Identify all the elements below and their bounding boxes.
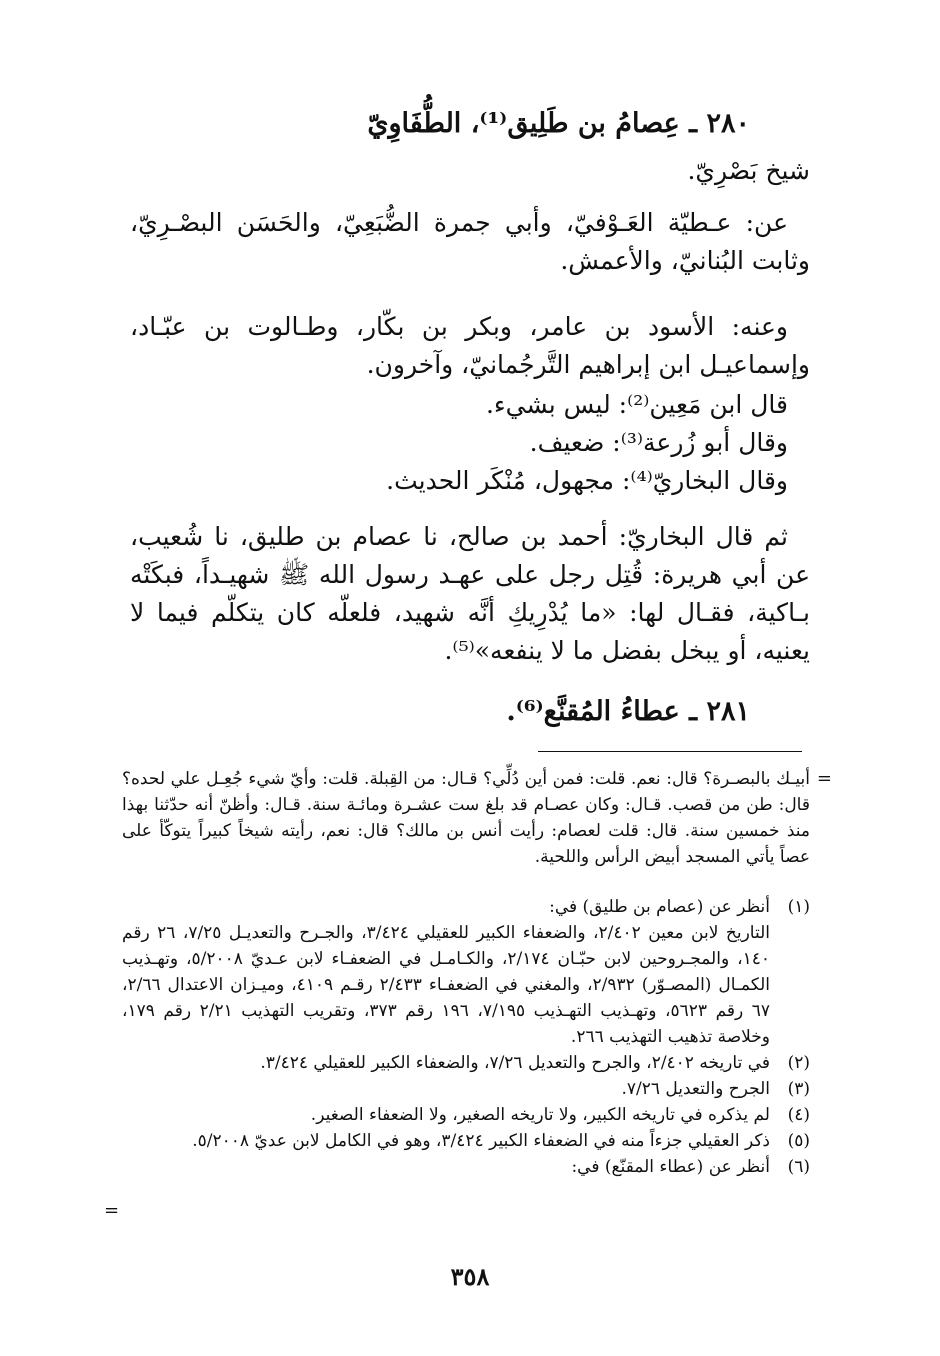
footnote-number: (٤)	[787, 1105, 810, 1125]
footnote-3	[122, 1076, 810, 1102]
saying-bukhari: وقال البخاريّ⁽⁴⁾: مجهول، مُنْكَر الحديث.	[386, 466, 788, 495]
entry-280-from: عن: عـطيّة العَـوْفيّ، وأبي جمرة الضُّبَعِيّ، والحَسَن البصْـرِيّ، وثابت البُنانيّ، والأعمش.	[130, 208, 810, 275]
footnote-4	[122, 1102, 810, 1128]
saying-ibn-main: قال ابن مَعِين⁽²⁾: ليس بشيء.	[485, 390, 788, 419]
footnote-number: (٣)	[787, 1079, 810, 1099]
footnote-text: في تاريخه ٢/٤٠٢، والجرح والتعديل ٧/٢٦، والضعفاء الكبير للعقيلي ٣/٤٢٤.	[260, 1053, 770, 1073]
footnote-number: (٦)	[787, 1157, 810, 1177]
entry-280-narrators-block	[130, 308, 810, 384]
entry-280-narrators: وعنه: الأسود بن عامر، وبكر بن بكّار، وطـالوت بن عبّـاد، وإسماعيـل ابن إبراهيم التَّرجُمانيّ، وآخرون.	[130, 312, 810, 379]
page-number: ٣٥٨	[450, 1262, 490, 1291]
footnote-number: (٢)	[787, 1053, 810, 1073]
entry-280-from-block	[130, 204, 810, 280]
footnote-sources: التاريخ لابن معين ٢/٤٠٢، والضعفاء الكبير للعقيلي ٣/٤٢٤، والجـرح والتعديـل ٧/٢٥، ٢٦ رقم ١٤٠، والمجـروحين لابن حبّـان ٢/١٧٤، والكـامـل في الضعفـاء لابن عـديّ ٥/٢٠٠٨، وتهـذيب الكمـال (المصـوّر) ٢/٩٣٢، والمغني في الضعفـاء ٢/٤٣٣ رقـم ٤١٠٩، وميـزان الاعتدال ٢/٦٦، ٦٧ رقم ٥٦٢٣، وتهـذيب التهـذيب ٧/١٩٥، ١٩٦ رقم ٣٧٣، وتقريب التهذيب ٢/٢١ رقم ١٧٩، وخلاصة تذهيب التهذيب ٢٦٦.	[122, 923, 771, 1047]
footnote-continued-text: أبيـك بالبصـرة؟ قال: نعم. قلت: فمن أين دُلِّي؟ قـال: من القِبلة. قلت: وأيّ شيء جُعِـل علي لحده؟ قال: طن من قصب. قـال: وكان عصـام قد بلغ ست عشـرة ومائـة سنة. قـال: وأظنّ أنه حدّثنا بهذا منذ خمسين سنة. قال: قلت لعصام: رأيت أنس بن مالك؟ قال: نعم، رأيته شيخاً كبيراً يتوكّأ على عصاً يأتي المسجد أبيض الرأس واللحية.	[122, 769, 810, 867]
entry-280-title: ٢٨٠ ـ عِصامُ بن طَلِيق⁽¹⁾، الطُّفَاوِيّ	[367, 108, 750, 139]
footnote-text: لم يذكره في تاريخه الكبير، ولا تاريخه الصغير، ولا الضعفاء الصغير.	[310, 1105, 770, 1125]
footnote-text: أنظر عن (عطاء المقنّع) في:	[571, 1157, 770, 1177]
footnote-continuation-mark-start: =	[816, 768, 832, 789]
footnote-1	[122, 894, 810, 1050]
footnote-text: ذكر العقيلي جزءاً منه في الضعفاء الكبير ٣/٤٢٤، وهو في الكامل لابن عديّ ٥/٢٠٠٨.	[192, 1131, 770, 1151]
footnote-number: (٥)	[787, 1131, 810, 1151]
footnote-list	[122, 894, 810, 1180]
footnote-body	[122, 894, 770, 1050]
footnote-continued-block	[122, 766, 810, 870]
footnote-2	[122, 1050, 810, 1076]
entry-280-origin-block	[130, 152, 810, 190]
entry-281-title: ٢٨١ ـ عطاءُ المُقنَّع⁽⁶⁾.	[506, 696, 750, 727]
footnote-text: الجرح والتعديل ٧/٢٦.	[621, 1079, 770, 1099]
entry-280-origin: شيخ بَصْرِيّ.	[687, 156, 810, 185]
entry-280-sayings	[130, 386, 810, 500]
entry-280-hadith-block	[130, 518, 810, 670]
footnote-5	[122, 1128, 810, 1154]
footnote-text: أنظر عن (عصام بن طليق) في:	[549, 897, 770, 917]
footnote-6	[122, 1154, 810, 1180]
footnote-number: (١)	[787, 897, 810, 917]
saying-abu-zura: وقال أبو زُرعة⁽³⁾: ضعيف.	[529, 428, 788, 457]
entry-280-hadith: ثم قال البخاريّ: أحمد بن صالح، نا عصام بن طليق، نا شُعيب، عن أبي هريرة: قُتِل رجل على عهـد رسول الله ﷺ شهيـداً، فبكَتْه بـاكية، فقـال لها: «ما يُدْرِيكِ أنَّه شهيد، فلعلّه كان يتكلّم فيما لا يعنيه، أو يبخل بفضل ما لا ينفعه»⁽⁵⁾.	[130, 522, 810, 665]
footnote-divider	[538, 751, 802, 752]
footnote-continuation-mark-end: =	[104, 1200, 120, 1221]
